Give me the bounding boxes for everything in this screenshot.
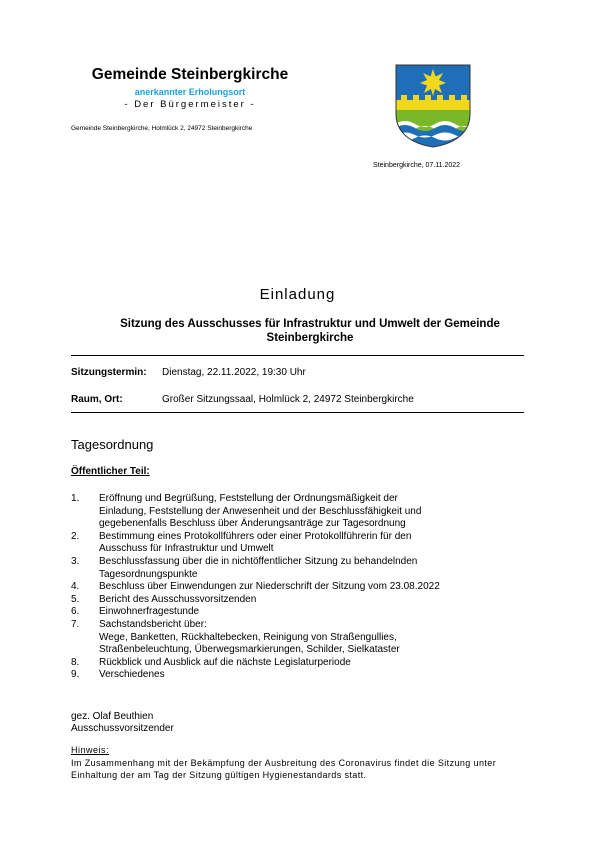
meeting-place-value: Großer Sitzungssaal, Holmlück 2, 24972 Steinbergkirche (162, 394, 414, 405)
agenda-item-line: Einladung, Feststellung der Anwesenheit und der Beschlussfähigkeit und (99, 505, 422, 517)
agenda-item-text (99, 556, 417, 581)
agenda-item (71, 606, 541, 619)
agenda-item-number: 1. (71, 493, 80, 504)
page-title: Einladung (259, 286, 336, 303)
agenda-item-text (99, 657, 351, 670)
agenda-item-text (99, 594, 256, 607)
agenda-item-line: Einwohnerfragestunde (99, 606, 200, 618)
note-text: Im Zusammenhang mit der Bekämpfung der Ausbreitung des Coronavirus findet die Sitzung unter Einhaltung der am Tag der Sitzung gültigen Hygienestandards statt. (71, 758, 497, 780)
agenda-item-number: 5. (71, 593, 80, 605)
agenda-item (71, 619, 541, 657)
agenda-item-text (99, 581, 440, 594)
meeting-date-value: Dienstag, 22.11.2022, 19:30 Uhr (162, 367, 306, 378)
meeting-subtitle: Sitzung des Ausschusses für Infrastruktur und Umwelt der Gemeinde Steinbergkirche (120, 318, 500, 344)
sender-address: Gemeinde Steinbergkirche, Holmlück 2, 24972 Steinbergkirche (71, 125, 253, 132)
meeting-place-label: Raum, Ort: (71, 394, 123, 405)
meeting-date-label: Sitzungstermin: (71, 367, 147, 378)
public-part-heading: Öffentlicher Teil: (71, 466, 150, 477)
agenda-heading: Tagesordnung (71, 437, 154, 452)
agenda-item-line: Beschluss über Einwendungen zur Niederschrift der Sitzung vom 23.08.2022 (99, 581, 440, 593)
agenda-item-line: Verschiedenes (99, 669, 165, 681)
agenda-item-line: gegebenenfalls Beschluss über Änderungsanträge zur Tagesordnung (99, 518, 406, 530)
agenda-list (71, 493, 541, 682)
divider-bottom (71, 412, 524, 413)
signature-name: gez. Olaf Beuthien (71, 711, 154, 722)
agenda-item-number: 3. (71, 555, 80, 567)
agenda-item-line: Tagesordnungspunkte (99, 568, 198, 580)
agenda-item-number: 4. (71, 581, 80, 593)
agenda-item-text (99, 619, 400, 657)
place-date: Steinbergkirche, 07.11.2022 (373, 162, 461, 169)
divider-top (71, 355, 524, 356)
agenda-item-line: Straßenbeleuchtung, Überwegsmarkierungen, Schilder, Sielkataster (99, 644, 400, 656)
agenda-item-line: Wege, Banketten, Rückhaltebecken, Reinigung von Straßengullies, (99, 631, 397, 643)
coat-of-arms-icon (395, 64, 471, 148)
agenda-item-line: Eröffnung und Begrüßung, Feststellung der Ordnungsmäßigkeit der (99, 493, 398, 504)
agenda-item-line: Bericht des Ausschussvorsitzenden (99, 593, 257, 605)
agenda-item (71, 581, 541, 594)
agenda-item (71, 493, 541, 531)
agenda-item (71, 657, 541, 670)
agenda-item-number: 2. (71, 530, 80, 542)
note-heading: Hinweis: (71, 745, 110, 755)
agenda-item-number: 7. (71, 618, 80, 630)
agenda-item (71, 556, 541, 581)
agenda-item-line: Sachstandsbericht über: (99, 618, 207, 630)
agenda-item-text (99, 493, 421, 531)
agenda-item (71, 594, 541, 607)
signature-role: Ausschussvorsitzender (71, 723, 174, 734)
municipality-subtitle: anerkannter Erholungsort (134, 87, 246, 97)
agenda-item-text (99, 669, 165, 682)
agenda-item-text (99, 531, 411, 556)
agenda-item-line: Ausschuss für Infrastruktur und Umwelt (99, 543, 274, 555)
agenda-item-number: 6. (71, 606, 80, 618)
agenda-item-number: 8. (71, 656, 80, 668)
agenda-item-line: Rückblick und Ausblick auf die nächste Legislaturperiode (99, 656, 351, 668)
agenda-item-text (99, 606, 199, 619)
agenda-item-line: Bestimmung eines Protokollführers oder einer Protokollführerin für den (99, 530, 412, 542)
agenda-item (71, 669, 541, 682)
agenda-item-line: Beschlussfassung über die in nichtöffentlicher Sitzung zu behandelnden (99, 555, 418, 567)
mayor-role: - Der Bürgermeister - (124, 99, 256, 110)
agenda-item (71, 531, 541, 556)
agenda-item-number: 9. (71, 669, 80, 681)
municipality-name: Gemeinde Steinbergkirche (91, 66, 289, 83)
